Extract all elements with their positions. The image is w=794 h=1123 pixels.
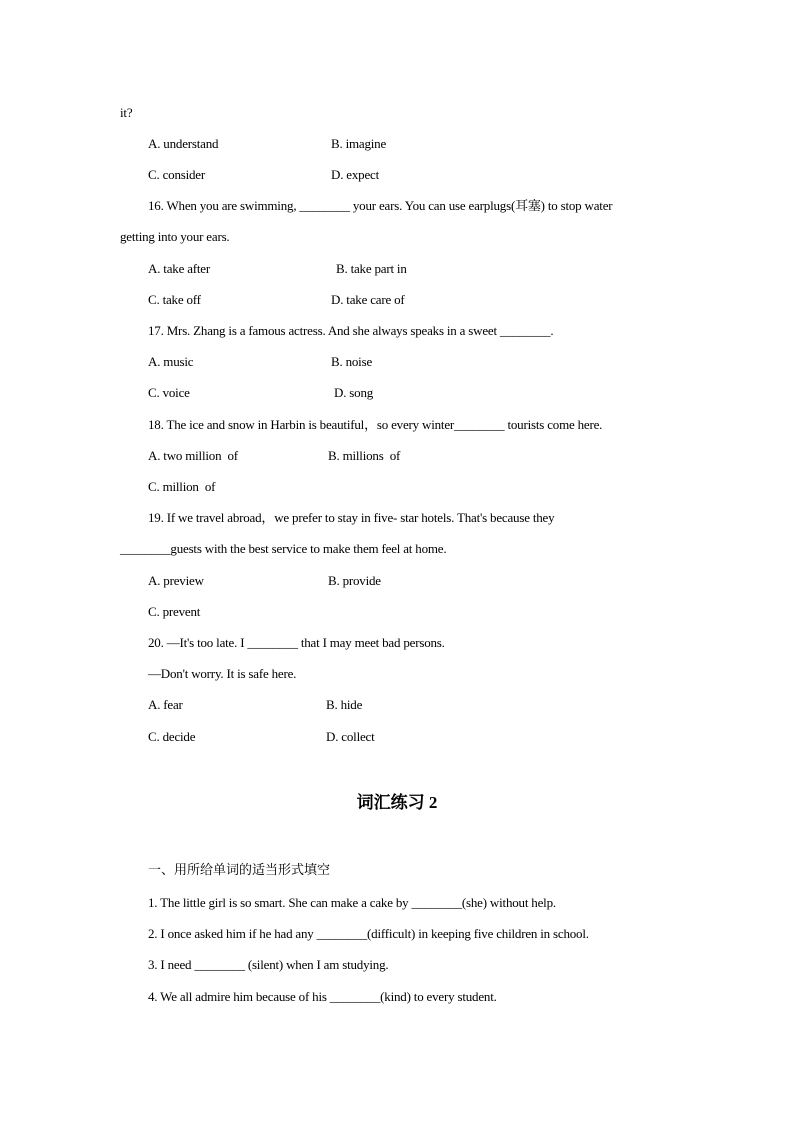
q19-option-a: A. preview bbox=[148, 573, 204, 588]
q20-option-b: B. hide bbox=[326, 697, 363, 712]
q19-text-line2: ________guests with the best service to make them feel at home. bbox=[120, 541, 447, 556]
q15-option-c: C. consider bbox=[148, 167, 206, 182]
q15-option-d: D. expect bbox=[331, 167, 380, 182]
q18-option-b: B. millions of bbox=[328, 448, 401, 463]
q17-text: 17. Mrs. Zhang is a famous actress. And she always speaks in a sweet ________. bbox=[148, 323, 554, 338]
exercise-item: 2. I once asked him if he had any ________(difficult) in keeping five children in school. bbox=[148, 926, 589, 941]
q20-option-c: C. decide bbox=[148, 729, 196, 744]
q16-text-line1: 16. When you are swimming, ________ your ears. You can use earplugs(耳塞) to stop water bbox=[148, 198, 613, 213]
q18-option-c: C. million of bbox=[148, 479, 216, 494]
q17-option-d: D. song bbox=[334, 385, 374, 400]
q20-option-d: D. collect bbox=[326, 729, 375, 744]
q15-tail: it? bbox=[120, 105, 133, 120]
q15-option-a: A. understand bbox=[148, 136, 219, 151]
exercise-item: 4. We all admire him because of his ________(kind) to every student. bbox=[148, 989, 497, 1004]
q15-option-b: B. imagine bbox=[331, 136, 387, 151]
q20-option-a: A. fear bbox=[148, 697, 183, 712]
q19-text-line1: 19. If we travel abroad，we prefer to stay in five- star hotels. That's because they bbox=[148, 510, 555, 525]
q16-option-d: D. take care of bbox=[331, 292, 405, 307]
q18-option-a: A. two million of bbox=[148, 448, 238, 463]
q17-option-a: A. music bbox=[148, 354, 194, 369]
exercise-item: 3. I need ________ (silent) when I am studying. bbox=[148, 957, 389, 972]
page-heading: 词汇练习 2 bbox=[356, 793, 438, 812]
q17-option-c: C. voice bbox=[148, 385, 190, 400]
q16-option-c: C. take off bbox=[148, 292, 201, 307]
q16-option-b: B. take part in bbox=[336, 261, 407, 276]
exercise-item: 1. The little girl is so smart. She can make a cake by ________(she) without help. bbox=[148, 895, 556, 910]
q20-text-line2: —Don't worry. It is safe here. bbox=[148, 666, 297, 681]
q17-option-b: B. noise bbox=[331, 354, 373, 369]
q18-text: 18. The ice and snow in Harbin is beautiful，so every winter________ tourists come here. bbox=[148, 417, 603, 432]
q16-text-line2: getting into your ears. bbox=[120, 229, 230, 244]
q16-option-a: A. take after bbox=[148, 261, 211, 276]
section-title: 一、用所给单词的适当形式填空 bbox=[148, 863, 331, 878]
q19-option-c: C. prevent bbox=[148, 604, 201, 619]
q19-option-b: B. provide bbox=[328, 573, 381, 588]
q20-text-line1: 20. —It's too late. I ________ that I may meet bad persons. bbox=[148, 635, 445, 650]
